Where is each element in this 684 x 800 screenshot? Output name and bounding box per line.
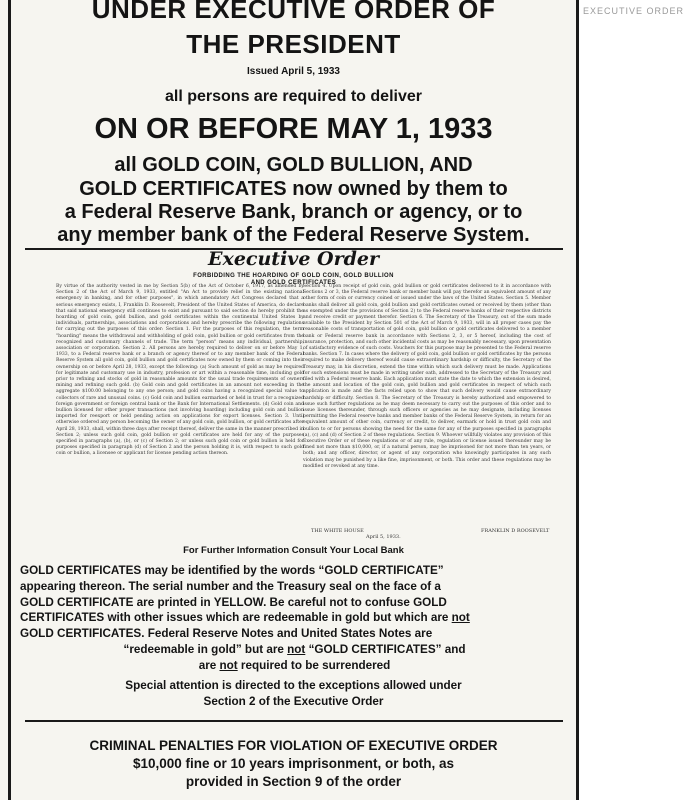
deadline-headline: ON OR BEFORE MAY 1, 1933 — [94, 113, 493, 145]
items-line-1: all GOLD COIN, GOLD BULLION, AND — [114, 154, 473, 176]
penalties-line-2: $10,000 fine or 10 years imprisonment, or both, as — [132, 756, 455, 771]
items-line-3: a Federal Reserve Bank, branch or agency, or to — [64, 201, 523, 223]
signature: FRANKLIN D ROOSEVELT — [481, 528, 550, 534]
items-line-2: GOLD CERTIFICATES now owned by them to — [79, 178, 508, 200]
cert-line-4-text: CERTIFICATES with other issues which are redeemable in gold but which are — [20, 611, 452, 625]
cert-line-1-text: GOLD CERTIFICATES may be identified by the words — [20, 564, 319, 577]
cert-line-7-text: are — [198, 658, 220, 672]
penalties-heading: CRIMINAL PENALTIES FOR VIOLATION OF EXECUTIVE ORDER — [89, 738, 498, 753]
cert-line-7-not: not — [219, 658, 238, 672]
cert-line-6-tail: “GOLD CERTIFICATES” and — [305, 642, 466, 656]
items-line-4: any member bank of the Federal Reserve System. — [57, 224, 530, 246]
required-line: all persons are required to deliver — [165, 88, 422, 105]
special-attention-line-1: Special attention is directed to the exceptions allowed under — [125, 679, 462, 692]
executive-order-subtitle-1: FORBIDDING THE HOARDING OF GOLD COIN, GOLD BULLION — [193, 273, 394, 279]
executive-order-subtitle-2: AND GOLD CERTIFICATES — [250, 280, 337, 286]
cert-line-4-not: not — [451, 611, 470, 625]
white-house-line: THE WHITE HOUSE — [311, 528, 364, 534]
adjacent-page-text: EXECUTIVE ORDER — [583, 6, 684, 16]
cert-line-6-text: “redeemable in gold” but are — [123, 642, 288, 656]
issued-date: Issued April 5, 1933 — [246, 66, 340, 77]
order-text-right-column: Section 4. Upon receipt of gold coin, gold bullion or gold certificates delivered to it in accordance with Sections 2 or 3, the Federal reserve bank or member bank will pay therefor an equivalent amount of any other form of coin or currency coined or issued under the laws of the United States. Section 5. Member banks shall deliver all gold coin, gold bullion and gold certificates owned or received by them (other than as exempted under the provisions of Section 2) to the Federal reserve banks of their respective districts and receive credit or payment therefor. Section 6. The Secretary of the Treasury, out of the sum made available to the President by Section 501 of the Act of March 9, 1933, will in all proper cases pay the reasonable costs of transportation of gold coin, gold bullion or gold certificates delivered to a member bank or Federal reserve bank in accordance with Sections 2, 3, or 5 hereof, including the cost of insurance, protection, and such other incidental costs as may be reasonably necessary, upon presentation of satisfactory evidence of such costs. Vouchers for this purpose may be presented to the Federal reserve banks. Section 7. In cases where the delivery of gold coin, gold bullion or gold certificates by the persons required to make delivery thereof would cause extraordinary hardship or difficulty, the Secretary of the Treasury may, in his discretion, extend the time within which such delivery must be made. Applications for such extensions must be made in writing under oath, addressed to the Secretary of the Treasury and filed with a Federal reserve bank. Each application must state the date to which the extension is desired, the amount and location of the gold coin, gold bullion and gold certificates in respect of which such application is made and the facts relied upon to show that such delivery would cause extraordinary hardship or difficulty. Section 8. The Secretary of the Treasury is hereby authorized and empowered to issue such further regulations as he may deem necessary to carry out the purposes of this order and to issue licenses thereunder, through such officers or agencies as he may designate, including licenses permitting the Federal reserve banks and member banks of the Federal Reserve System, in return for an equivalent amount of other coin, currency or credit, to deliver, earmark or hold in trust gold coin and bullion to or for persons showing the need for the same for any of the purposes specified in paragraphs (a), (c) and (d) of Section 2 of these regulations. Section 9. Whoever willfully violates any provision of this Executive Order or of these regulations or of any rule, regulation or license issued thereunder may be fined not more than $10,000, or, if a natural person, may be imprisoned for not more than ten years, or both; and any officer, director, or agent of any corporation who knowingly participates in any such violation may be punished by a like fine, imprisonment, or both. This order and these regulations may be modified or revoked at any time. — [303, 284, 551, 469]
order-date: April 5, 1933. — [366, 534, 401, 540]
cert-line-3: GOLD CERTIFICATE are printed in YELLOW. Be careful not to confuse GOLD — [20, 595, 447, 609]
cert-line-2: appearing thereon. The serial number and the Treasury seal on the face of a — [20, 579, 441, 593]
header-line-2: THE PRESIDENT — [186, 29, 401, 59]
special-attention-line-2: Section 2 of the Executive Order — [203, 695, 384, 708]
cert-line-1 — [20, 563, 569, 579]
order-text-left-column: By virtue of the authority vested in me by Section 5(b) of the Act of October 6, 1917, as amended by Section 2 of the Act of March 9, 1933, entitled "An Act to provide relief in the existing national emergency in banking, and for other purposes", in which amendatory Act Congress declared that a serious emergency exists, I, Franklin D. Roosevelt, President of the United States of America, do declare that said national emergency still continues to exist and pursuant to said section do hereby prohibit the hoarding of gold coin, gold bullion, and gold certificates within the continental United States by individuals, partnerships, associations and corporations and hereby prescribe the following regulations for carrying out the purposes of this order: Section 1. For the purposes of this regulation, the term "hoarding" means the withdrawal and withholding of gold coin, gold bullion or gold certificates from the recognized and customary channels of trade. The term "person" means any individual, partnership, association or corporation. Section 2. All persons are hereby required to deliver on or before May 1, 1933, to a Federal reserve bank or a branch or agency thereof or to any member bank of the Federal Reserve System all gold coin, gold bullion and gold certificates now owned by them or coming into their ownership on or before April 28, 1933, except the following: (a) Such amount of gold as may be required for legitimate and customary use in industry, profession or art within a reasonable time, including gold prior to refining and stocks of gold in reasonable amounts for the usual trade requirements of owners mining and refining such gold. (b) Gold coin and gold certificates in an amount not exceeding in the aggregate $100.00 belonging to any one person; and gold coins having a recognized special value to collectors of rare and unusual coins. (c) Gold coin and bullion earmarked or held in trust for a recognized foreign government or foreign central bank or the Bank for International Settlements. (d) Gold coin and bullion licensed for other proper transactions (not involving hoarding) including gold coin and bullion imported for reexport or held pending action on applications for export licenses. Section 3. Until otherwise ordered any person becoming the owner of any gold coin, gold bullion, or gold certificates after April 28, 1933, shall, within three days after receipt thereof, deliver the same in the manner prescribed in Section 2; unless such gold coin, gold bullion or gold certificates are held for any of the purposes specified in paragraphs (a), (b), or (c) of Section 2; or unless such gold coin or gold bullion is held for purposes specified in paragraph (d) of Section 2 and the person holding it is, with respect to such gold coin or bullion, a licensee or applicant for license pending action thereon. — [56, 284, 304, 457]
cert-line-4 — [20, 610, 569, 626]
cert-line-1-quote: “GOLD CERTIFICATE” — [318, 564, 444, 577]
cert-line-6-not: not — [287, 642, 306, 656]
gold-certificates-paragraph — [20, 563, 569, 674]
cert-line-6 — [20, 642, 569, 658]
penalties-line-3: provided in Section 9 of the order — [185, 774, 402, 789]
adjacent-page-strip — [579, 0, 684, 800]
notice-content — [11, 0, 576, 800]
executive-order-title: Executive Order — [208, 248, 379, 270]
cert-line-5: GOLD CERTIFICATES. Federal Reserve Notes and United States Notes are — [20, 627, 433, 641]
divider-bottom — [25, 720, 563, 722]
cert-line-7 — [20, 658, 569, 674]
consult-bank-line: For Further Information Consult Your Local Bank — [183, 545, 404, 556]
header-line-1: UNDER EXECUTIVE ORDER OF — [91, 0, 496, 24]
cert-line-7-tail: required to be surrendered — [237, 658, 391, 672]
